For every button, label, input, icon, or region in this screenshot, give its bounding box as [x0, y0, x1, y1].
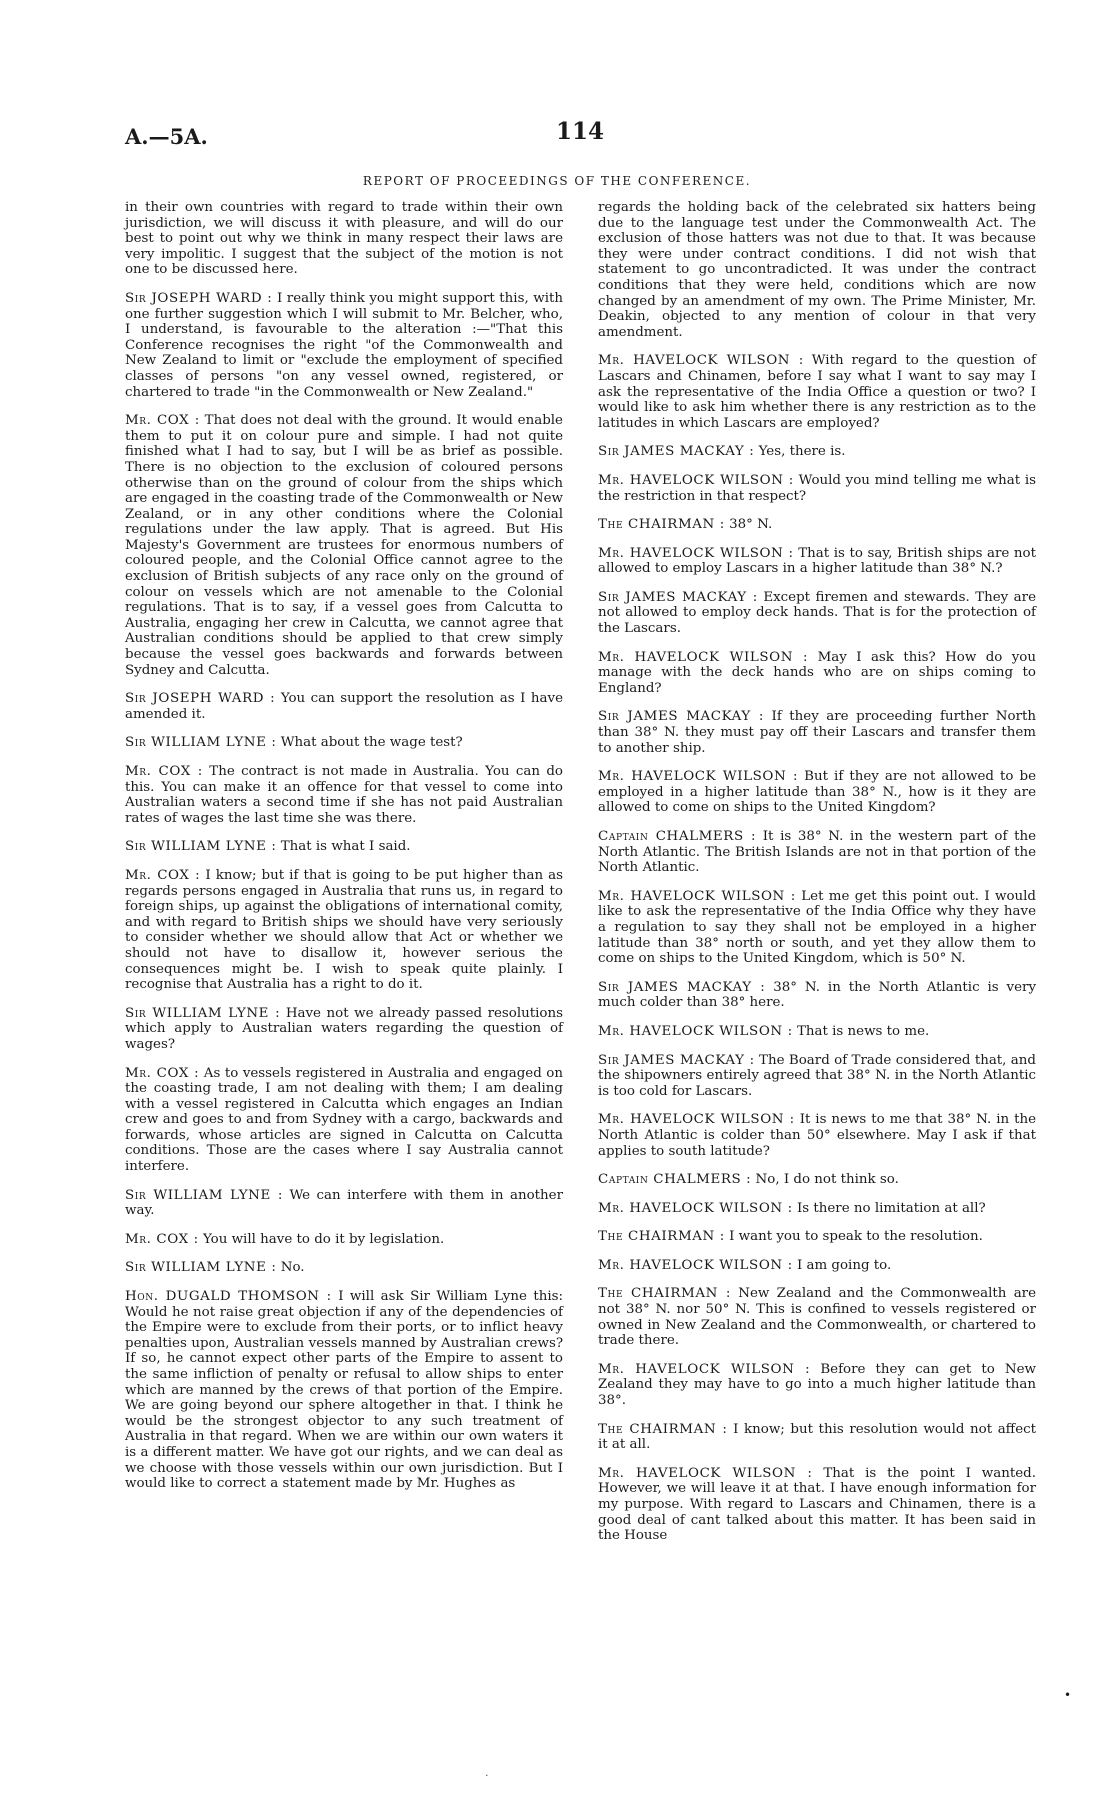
speech-text: No.	[276, 1260, 305, 1276]
speech-text: The contract is not made in Australia. You can do this. You can make it an offence for that vessel to come into Australian waters a second time if she has not paid Australian rates of wages the last time she was there.	[125, 764, 563, 826]
speaker-name: Sir WILLIAM LYNE :	[125, 735, 277, 751]
speech-paragraph	[598, 1362, 1036, 1409]
speech-paragraph	[598, 590, 1036, 637]
speech-paragraph	[125, 1289, 563, 1492]
speaker-name: Mr. COX :	[125, 1231, 199, 1247]
speech-paragraph	[125, 691, 563, 722]
speaker-name: Mr. HAVELOCK WILSON :	[598, 888, 796, 904]
speaker-name: Sir WILLIAM LYNE :	[125, 1260, 277, 1276]
speech-text: Let me get this point out. I would like to ask the representative of the India Office why they have a regulation to say they shall not be employed in a higher latitude than 38° north or south, and yet they allow them to come on ships to the United Kingdom, which is 50° N.	[598, 888, 1036, 967]
speech-text: We can interfere with them in another way.	[125, 1187, 563, 1219]
speech-text: 38° N.	[724, 517, 773, 533]
speech-text: I will ask Sir William Lyne this: Would he not raise great objection if any of the dependencies of the Empire were to exclude from their ports, or to inflict heavy penalties upon, Australian vessels manned by Australian crews? If so, he cannot expect other parts of the Empire to assent to the same infliction of penalty or refusal to allow ships to enter which are manned by the crews of that portion of the Empire. We are going beyond our sphere altogether in that. I think he would be the strongest objector to any such treatment of Australia in that regard. When we are within our own waters it is a different matter. We have got our rights, and we can deal as we choose with those vessels within our own jurisdiction. But I would like to correct a statement made by Mr. Hughes as	[125, 1289, 563, 1492]
speaker-name: Captain CHALMERS :	[598, 1172, 752, 1188]
speaker-name: Mr. COX :	[125, 1065, 200, 1081]
speaker-name: Mr. HAVELOCK WILSON :	[598, 1023, 793, 1039]
speaker-name: Mr. HAVELOCK WILSON :	[598, 1465, 813, 1481]
speech-paragraph	[125, 1188, 563, 1219]
speech-paragraph	[598, 200, 1036, 340]
speech-paragraph	[598, 769, 1036, 816]
speech-paragraph	[598, 517, 1036, 533]
speech-paragraph	[598, 353, 1036, 431]
speaker-name: Mr. COX :	[125, 764, 203, 779]
speech-text: New Zealand and the Commonwealth are not 38° N. nor 50° N. This is confined to vessels registered or owned in New Zealand and the Commonwealth, or chartered to trade there.	[598, 1286, 1036, 1349]
speech-text: Is there no limitation at all?	[792, 1200, 986, 1216]
footer-mark: .	[485, 1766, 489, 1779]
speech-text: May I ask this? How do you manage with the deck hands who are on ships coming to England?	[598, 649, 1036, 696]
speech-text: regards the holding back of the celebrated six hatters being due to the language test under the Commonwealth Act. The exclusion of those hatters was not due to that. It was because they were under contract conditions. I did not wish that statement to go uncontradicted. It was under the contract conditions that they were held, conditions which are now changed by an amendment of my own. The Prime Minister, Mr. Deakin, objected to any mention of colour in that very amendment.	[598, 200, 1036, 340]
speech-text: I want you to speak to the resolution.	[724, 1229, 983, 1245]
speech-paragraph	[598, 709, 1036, 756]
speech-text: No, I do not think so.	[751, 1172, 899, 1188]
speech-text: Except firemen and stewards. They are not allowed to employ deck hands. That is for the protection of the Lascars.	[598, 589, 1036, 637]
speech-text: That is to say, British ships are not allowed to employ Lascars in a higher latitude than 38° N.?	[598, 545, 1036, 577]
speech-paragraph	[125, 200, 563, 278]
speech-paragraph	[598, 473, 1036, 504]
speaker-name: Sir JAMES MACKAY :	[598, 589, 758, 605]
speaker-name: Sir JAMES MACKAY :	[598, 1052, 755, 1068]
speech-text: That is the point I wanted. However, we will leave it at that. I have enough information for my purpose. With regard to Lascars and Chinamen, there is a good deal of cant talked about this matter. It has been said in the House	[598, 1465, 1036, 1544]
speech-paragraph	[125, 1232, 563, 1248]
speech-text: If they are proceeding further North than 38° N. they must pay off their Lascars and transfer them to another ship.	[598, 709, 1036, 756]
speaker-name: Sir JOSEPH WARD :	[125, 691, 276, 707]
speech-text: I really think you might support this, with one further suggestion which I will submit to Mr. Belcher, who, I understand, is favourable to the alteration :—"That this Conference recognises the right "of the Commonwealth and New Zealand to limit or "exclude the employment of specified classes of persons "on any vessel owned, registered, or chartered to trade "in the Commonwealth or New Zealand."	[125, 290, 563, 400]
speech-text: I know; but if that is going to be put higher than as regards persons engaged in Australia that runs us, in regard to foreign ships, up against the obligations of international comity, and with regard to British ships we should have very seriously to consider whether we should allow that Act or whether we should not have to disallow it, however serious the consequences might be. I wish to speak quite plainly. I recognise that Australia has a right to do it.	[125, 867, 563, 993]
speaker-name: Mr. HAVELOCK WILSON :	[598, 1200, 793, 1216]
speech-paragraph	[598, 1053, 1036, 1100]
speech-paragraph	[598, 1466, 1036, 1544]
paper-reference: A.—5A.	[125, 124, 208, 149]
speech-text: in their own countries with regard to trade within their own jurisdiction, we will discuss it with pleasure, and will do our best to point out why we think in many respect their laws are very impolitic. I suggest that the subject of the motion is not one to be discussed here.	[125, 200, 563, 278]
speech-text: That does not deal with the ground. It would enable them to put it on colour pure and simple. I had not quite finished what I had to say, but I will be as brief as possible. There is no objection to the exclusion of coloured persons otherwise than on the ground of colour from the ships which are engaged in the coasting trade of the Commonwealth or New Zealand, or in any other conditions where the Colonial regulations under the law apply. That is agreed. But His Majesty's Government are trustees for enormous numbers of coloured people, and the Colonial Office cannot agree to the exclusion of British subjects of any race only on the ground of colour on vessels which are not amenable to the Colonial regulations. That is to say, if a vessel goes from Calcutta to Australia, engaging her crew in Calcutta, we cannot agree that Australian conditions should be applied to that crew simply because the vessel goes backwards and forwards between Sydney and Calcutta.	[125, 413, 563, 678]
speech-paragraph	[598, 829, 1036, 876]
speech-paragraph	[598, 1172, 1036, 1188]
speaker-name: Mr. HAVELOCK WILSON :	[598, 769, 799, 785]
running-title: REPORT OF PROCEEDINGS OF THE CONFERENCE.	[362, 174, 752, 188]
speech-paragraph	[598, 650, 1036, 697]
speech-paragraph	[125, 291, 563, 400]
speaker-name: Mr. HAVELOCK WILSON :	[598, 649, 809, 665]
speech-paragraph	[598, 980, 1036, 1011]
speech-text: I know; but this resolution would not affect it at all.	[598, 1421, 1036, 1453]
speaker-name: Hon. DUGALD THOMSON :	[125, 1289, 332, 1305]
speech-text: The Board of Trade considered that, and the shipowners entirely agreed that 38° N. in the North Atlantic is too cold for Lascars.	[598, 1052, 1036, 1099]
speech-paragraph	[598, 1422, 1036, 1453]
speaker-name: Mr. HAVELOCK WILSON :	[598, 353, 804, 369]
speaker-name: Captain CHALMERS :	[598, 829, 757, 844]
right-column	[598, 200, 1036, 1557]
speech-paragraph	[125, 839, 563, 855]
speech-text: As to vessels registered in Australia and engaged on the coasting trade, I am not dealing with them; I am dealing with a vessel registered in Calcutta which engages an Indian crew and goes to and from Sydney with a cargo, backwards and forwards, whose articles are signed in Calcutta on Calcutta conditions. Those are the cases where I say Australia cannot interfere.	[125, 1065, 563, 1175]
speaker-name: Mr. HAVELOCK WILSON :	[598, 1361, 811, 1377]
margin-bullet: •	[1064, 1688, 1072, 1702]
speech-paragraph	[598, 444, 1036, 460]
speech-text: But if they are not allowed to be employed in a higher latitude than 38° N., how is it they are allowed to come on ships to the United Kingdom?	[598, 769, 1037, 816]
speech-text: Would you mind telling me what is the restriction in that respect?	[598, 472, 1036, 504]
speech-text: I am going to.	[792, 1257, 892, 1273]
speech-paragraph	[598, 1258, 1036, 1274]
speaker-name: Mr. HAVELOCK WILSON :	[598, 1257, 793, 1273]
page-number: 114	[555, 118, 604, 145]
speech-paragraph	[598, 889, 1036, 967]
speaker-name: Sir WILLIAM LYNE :	[125, 1005, 281, 1021]
speaker-name: The CHAIRMAN :	[598, 1421, 728, 1437]
speaker-name: Sir JAMES MACKAY :	[598, 709, 765, 725]
speech-text: With regard to the question of Lascars and Chinamen, before I say what I want to say may I ask the representative of the India Office a question or two? I would like to ask him whether there is any restriction as to the latitudes in which Lascars are employed?	[598, 353, 1036, 431]
speech-paragraph	[125, 735, 563, 751]
speech-text: That is what I said.	[276, 839, 411, 855]
speech-paragraph	[598, 546, 1036, 577]
speech-text: It is 38° N. in the western part of the North Atlantic. The British Islands are not in that portion of the North Atlantic.	[598, 829, 1037, 876]
speaker-name: Mr. COX :	[125, 413, 200, 429]
speech-text: Have not we already passed resolutions which apply to Australian waters regarding the question of wages?	[125, 1005, 563, 1052]
speaker-name: The CHAIRMAN :	[598, 517, 725, 533]
speaker-name: Mr. HAVELOCK WILSON :	[598, 1112, 795, 1128]
speaker-name: Sir JAMES MACKAY :	[598, 444, 755, 460]
speech-paragraph	[125, 1066, 563, 1175]
speech-paragraph	[598, 1112, 1036, 1159]
speech-text: Yes, there is.	[754, 444, 846, 460]
speaker-name: Sir WILLIAM LYNE :	[125, 1187, 284, 1203]
speech-text: You will have to do it by legislation.	[198, 1231, 445, 1247]
speech-text: That is news to me.	[792, 1023, 930, 1039]
speaker-name: Sir JAMES MACKAY :	[598, 979, 766, 995]
speech-paragraph	[125, 1260, 563, 1276]
speech-paragraph	[125, 413, 563, 678]
left-column	[125, 200, 563, 1505]
speaker-name: Sir WILLIAM LYNE :	[125, 839, 277, 855]
speaker-name: Mr. COX :	[125, 867, 201, 883]
speaker-name: Mr. HAVELOCK WILSON :	[598, 472, 794, 488]
speech-text: What about the wage test?	[276, 735, 463, 751]
speaker-name: The CHAIRMAN :	[598, 1229, 725, 1245]
speech-text: It is news to me that 38° N. in the North Atlantic is colder than 50° elsewhere. May I ask if that applies to south latitude?	[598, 1112, 1036, 1159]
speech-paragraph	[125, 764, 563, 826]
speech-paragraph	[598, 1229, 1036, 1245]
speaker-name: Mr. HAVELOCK WILSON :	[598, 545, 794, 561]
speech-text: You can support the resolution as I have amended it.	[125, 691, 563, 722]
speech-text: 38° N. in the North Atlantic is very much colder than 38° here.	[598, 979, 1037, 1011]
speaker-name: The CHAIRMAN :	[598, 1286, 731, 1302]
speaker-name: Sir JOSEPH WARD :	[125, 290, 273, 306]
speech-paragraph	[598, 1201, 1036, 1217]
speech-paragraph	[598, 1024, 1036, 1040]
speech-paragraph	[125, 1006, 563, 1053]
speech-text: Before they can get to New Zealand they may have to go into a much higher latitude than 38°.	[598, 1361, 1036, 1409]
speech-paragraph	[125, 868, 563, 993]
speech-paragraph	[598, 1286, 1036, 1348]
